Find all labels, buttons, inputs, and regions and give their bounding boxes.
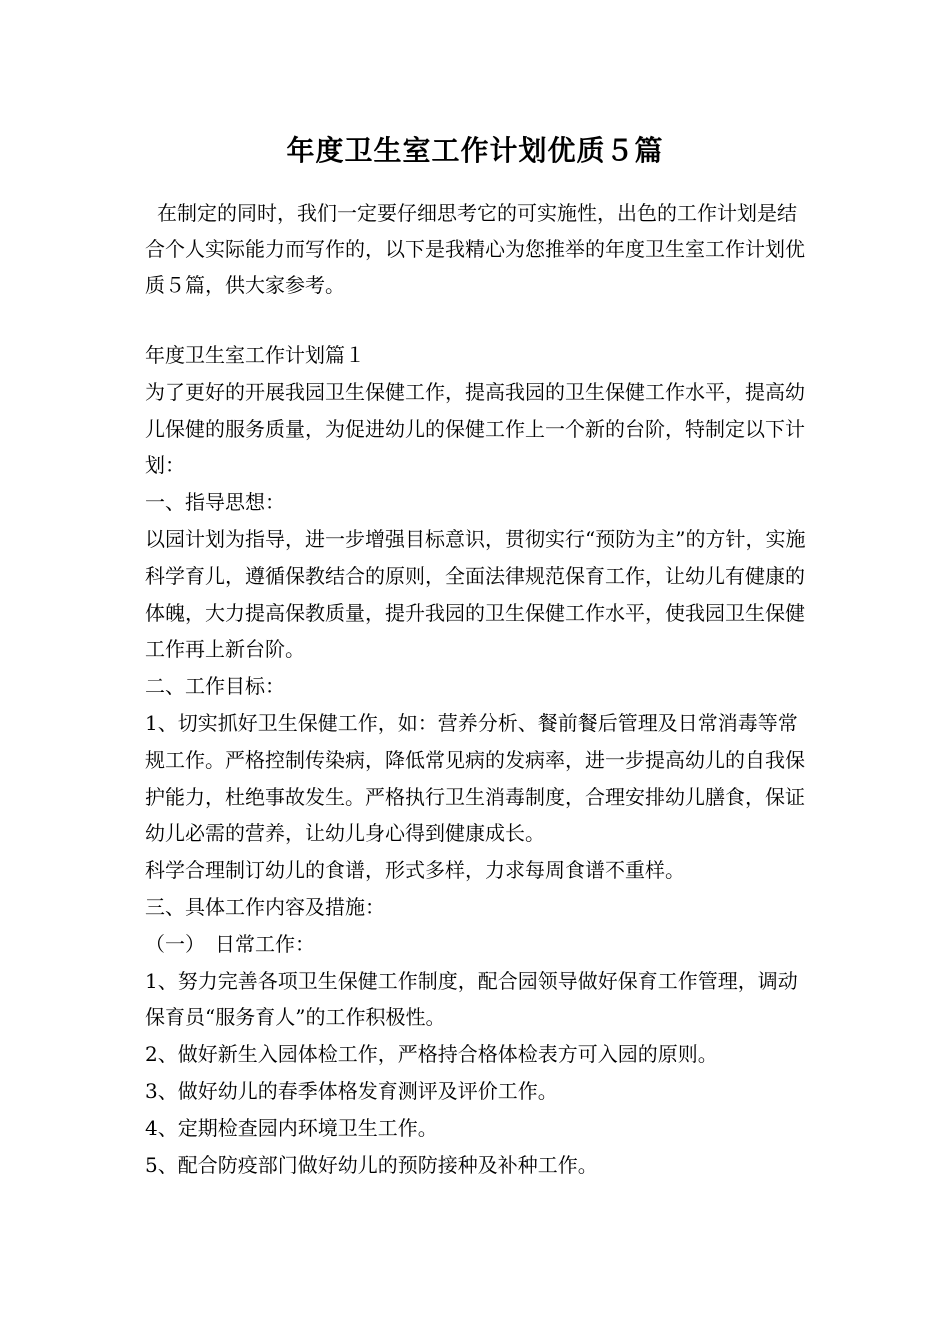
list-item: 5、配合防疫部门做好幼儿的预防接种及补种工作。 — [145, 1152, 598, 1177]
list-item: 2、做好新生入园体检工作，严格持合格体检表方可入园的原则。 — [145, 1042, 718, 1067]
document-title: 年度卫生室工作计划优质５篇 — [286, 134, 664, 167]
list-item: 4、定期检查园内环境卫生工作。 — [145, 1115, 438, 1140]
section-heading-plan-1: 年度卫生室工作计划篇１ — [145, 343, 365, 367]
section-heading: 二、工作目标： — [145, 674, 285, 699]
section-heading: 一、指导思想： — [145, 490, 285, 515]
body-paragraph: 以园计划为指导，进一步增强目标意识，贯彻实行“预防为主”的方针，实施科学育儿，遵循保教结合的原则，全面法律规范保育工作，让幼儿有健康的体魄，大力提高保教质量，提升我园的卫生保健工作水平，使我园卫生保健工作再上新台阶。 — [145, 526, 806, 662]
document-body — [145, 195, 815, 1183]
body-paragraph: 为了更好的开展我园卫生保健工作，提高我园的卫生保健工作水平，提高幼儿保健的服务质量，为促进幼儿的保健工作上一个新的台阶，特制定以下计划： — [145, 379, 805, 478]
subsection-heading: （一） 日常工作： — [145, 931, 315, 956]
intro-paragraph: 在制定的同时，我们一定要仔细思考它的可实施性，出色的工作计划是结合个人实际能力而写作的，以下是我精心为您推举的年度卫生室工作计划优质５篇，供大家参考。 — [145, 201, 805, 297]
body-paragraph: 1、切实抓好卫生保健工作，如：营养分析、餐前餐后管理及日常消毒等常规工作。严格控制传染病，降低常见病的发病率，进一步提高幼儿的自我保护能力，杜绝事故发生。严格执行卫生消毒制度，合理安排幼儿膳食，保证幼儿必需的营养，让幼儿身心得到健康成长。 — [145, 710, 805, 846]
paragraph-spacer — [145, 303, 815, 337]
body-paragraph: 科学合理制订幼儿的食谱，形式多样，力求每周食谱不重样。 — [145, 858, 685, 883]
section-heading: 三、具体工作内容及措施： — [145, 894, 385, 919]
list-item: 3、做好幼儿的春季体格发育测评及评价工作。 — [145, 1078, 558, 1103]
list-item: 1、努力完善各项卫生保健工作制度，配合园领导做好保育工作管理，调动保育员“服务育人”的工作积极性。 — [145, 968, 798, 1030]
